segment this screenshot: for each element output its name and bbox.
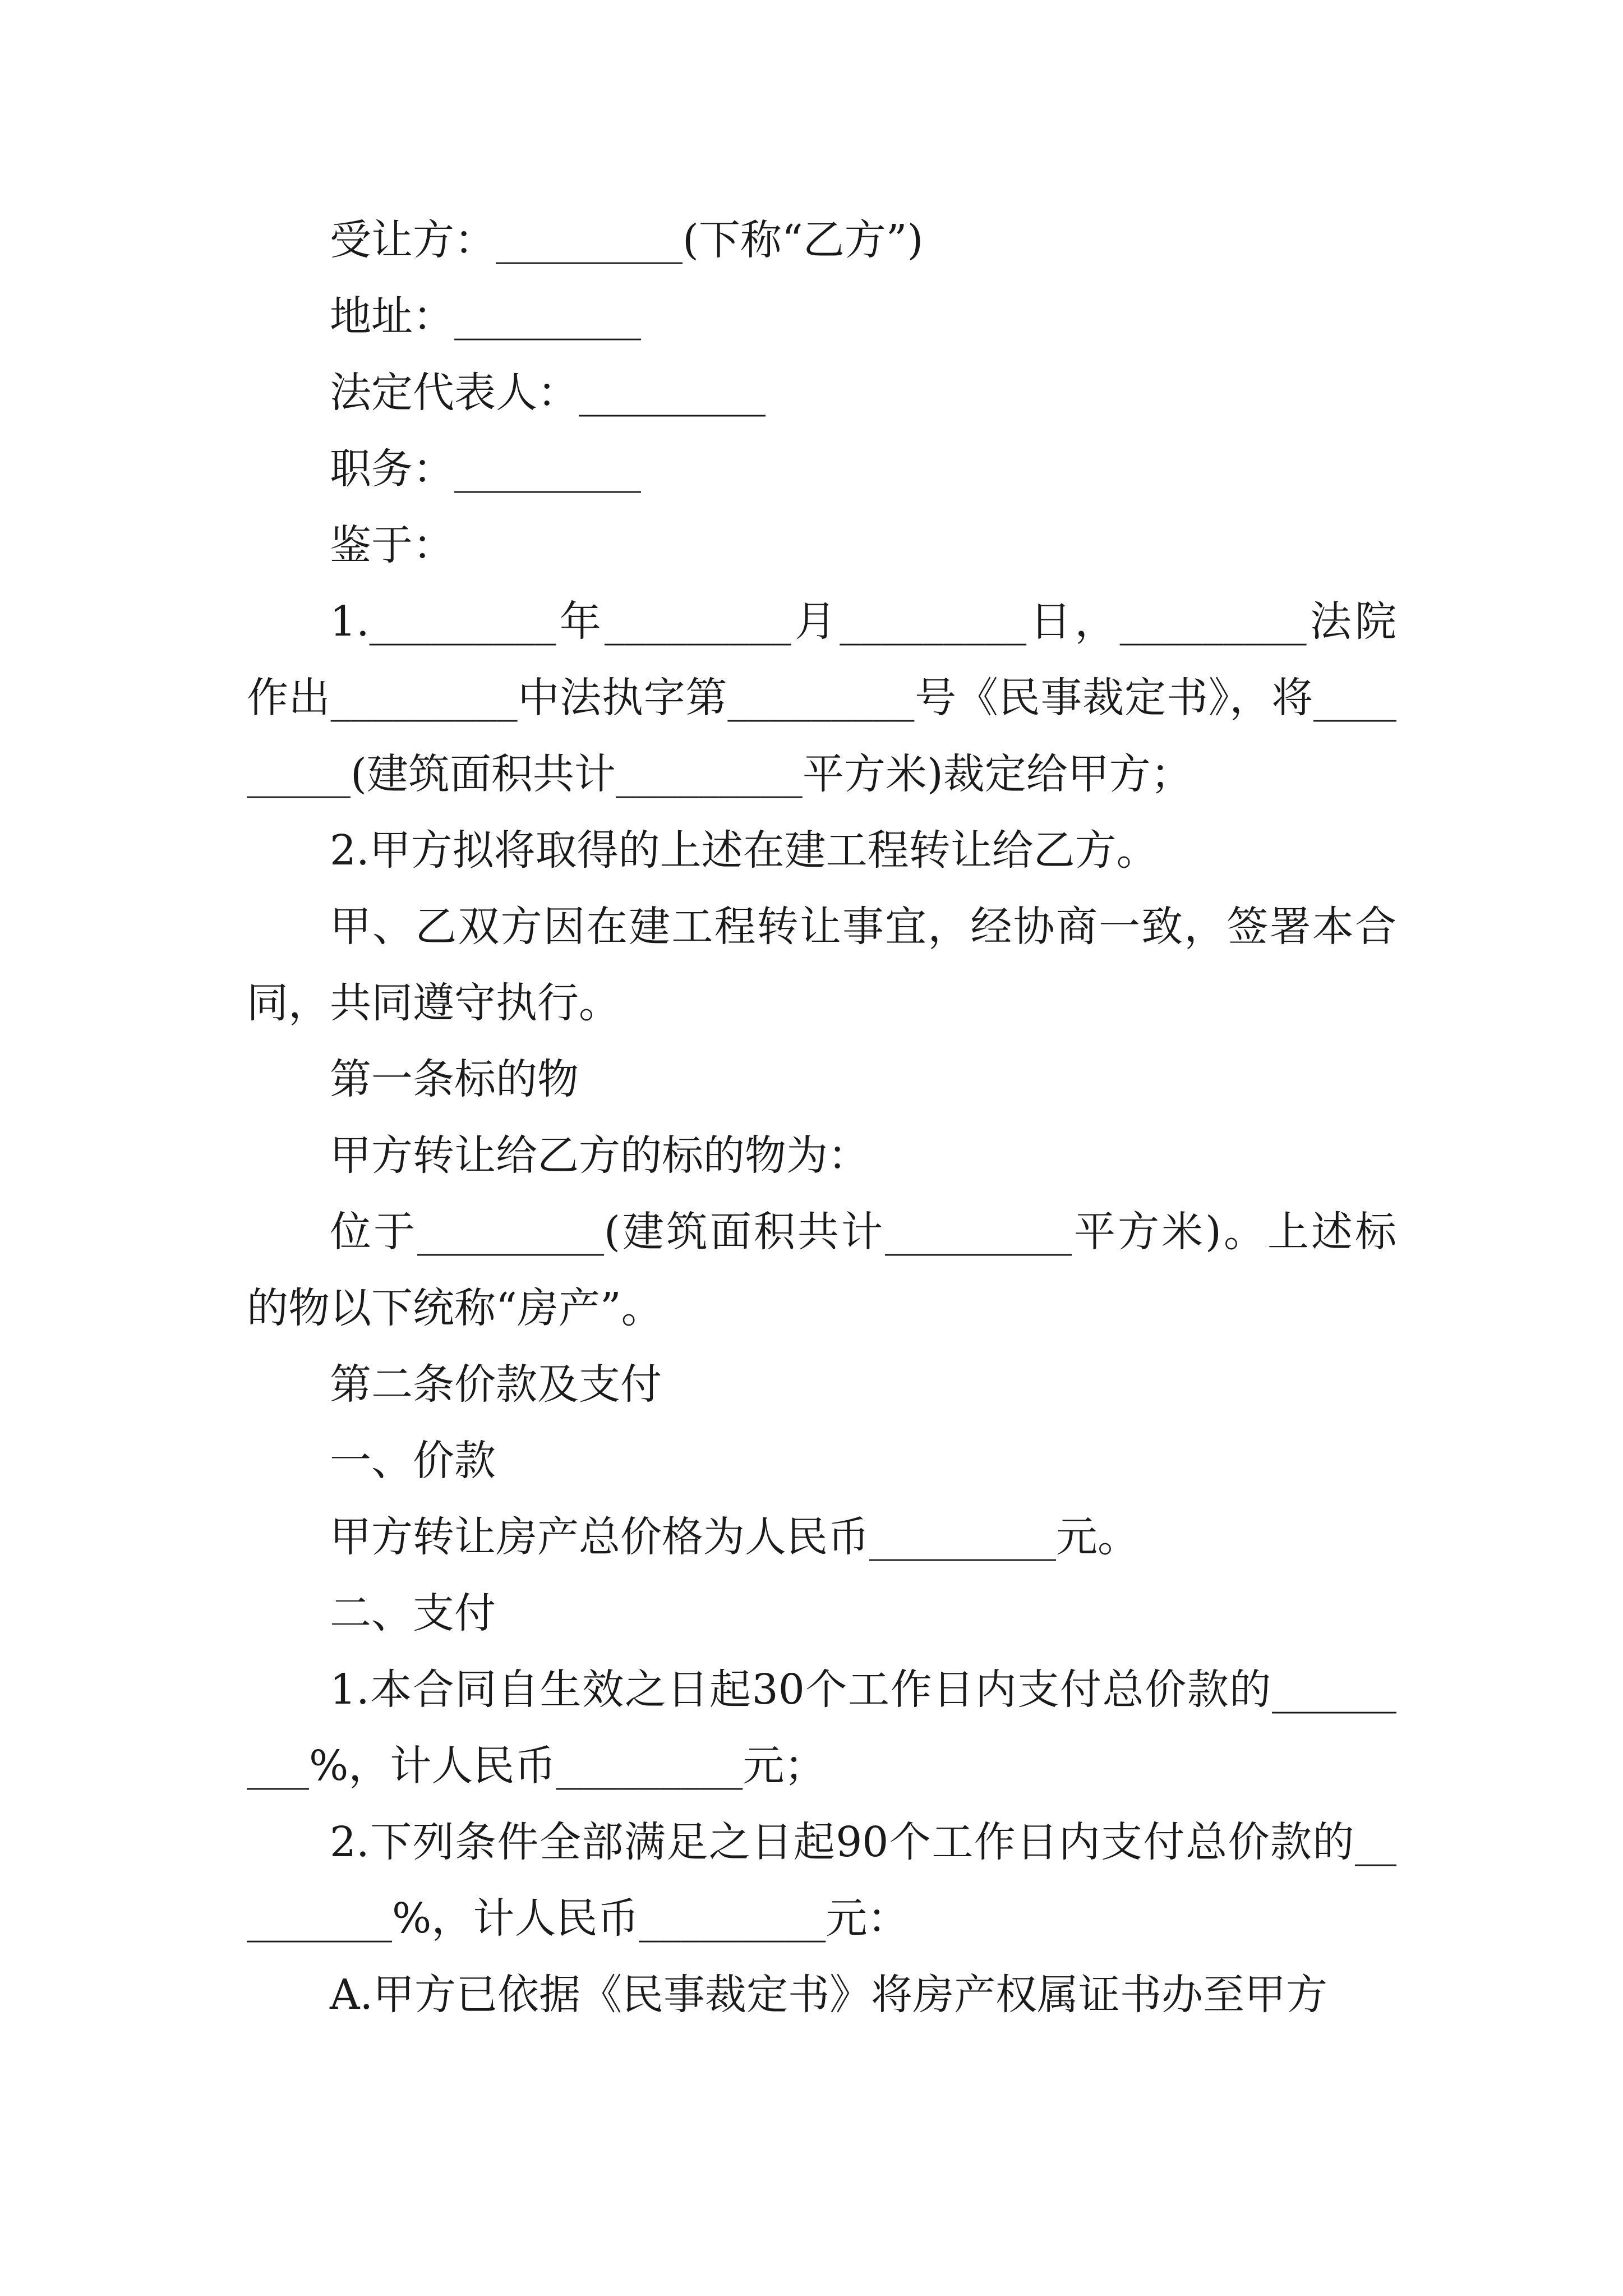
paragraph-agreement: 甲、乙双方因在建工程转让事宜，经协商一致，签署本合同，共同遵守执行。 bbox=[247, 903, 1396, 1027]
article-2-heading: 第二条价款及支付 bbox=[330, 1360, 662, 1409]
contract-text bbox=[247, 202, 1396, 2033]
paragraph-condition-a: A.甲方已依据《民事裁定书》将房产权属证书办至甲方 bbox=[330, 1971, 1327, 2019]
section-price-heading: 一、价款 bbox=[330, 1437, 496, 1485]
paragraph-subject-location: 位于_________(建筑面积共计_________平方米)。上述标的物以下统称“房产”。 bbox=[247, 1208, 1396, 1332]
article-1-heading: 第一条标的物 bbox=[330, 1055, 579, 1103]
paragraph-legal-representative: 法定代表人：_________ bbox=[330, 369, 766, 417]
paragraph-recital-2: 2.甲方拟将取得的上述在建工程转让给乙方。 bbox=[330, 826, 1158, 875]
paragraph-payment-1: 1.本合同自生效之日起30个工作日内支付总价款的_________%，计人民币_________元； bbox=[247, 1665, 1396, 1790]
paragraph-whereas: 鉴于： bbox=[330, 521, 454, 569]
paragraph-total-price: 甲方转让房产总价格为人民币_________元。 bbox=[330, 1513, 1139, 1561]
section-payment-heading: 二、支付 bbox=[330, 1589, 496, 1637]
paragraph-subject-intro: 甲方转让给乙方的标的物为： bbox=[330, 1131, 869, 1180]
paragraph-recital-1: 1._________年_________月_________日，_________法院作出_________中法执字第_________号《民事裁定书》，将_________(建筑面积共计_________平方米)裁定给甲方； bbox=[247, 597, 1396, 798]
paragraph-payment-2: 2.下列条件全部满足之日起90个工作日内支付总价款的_________%，计人民币_________元： bbox=[247, 1818, 1396, 1943]
paragraph-address: 地址：_________ bbox=[330, 292, 641, 341]
paragraph-transferee: 受让方：_________(下称“乙方”) bbox=[330, 216, 924, 264]
paragraph-position: 职务：_________ bbox=[330, 445, 641, 493]
